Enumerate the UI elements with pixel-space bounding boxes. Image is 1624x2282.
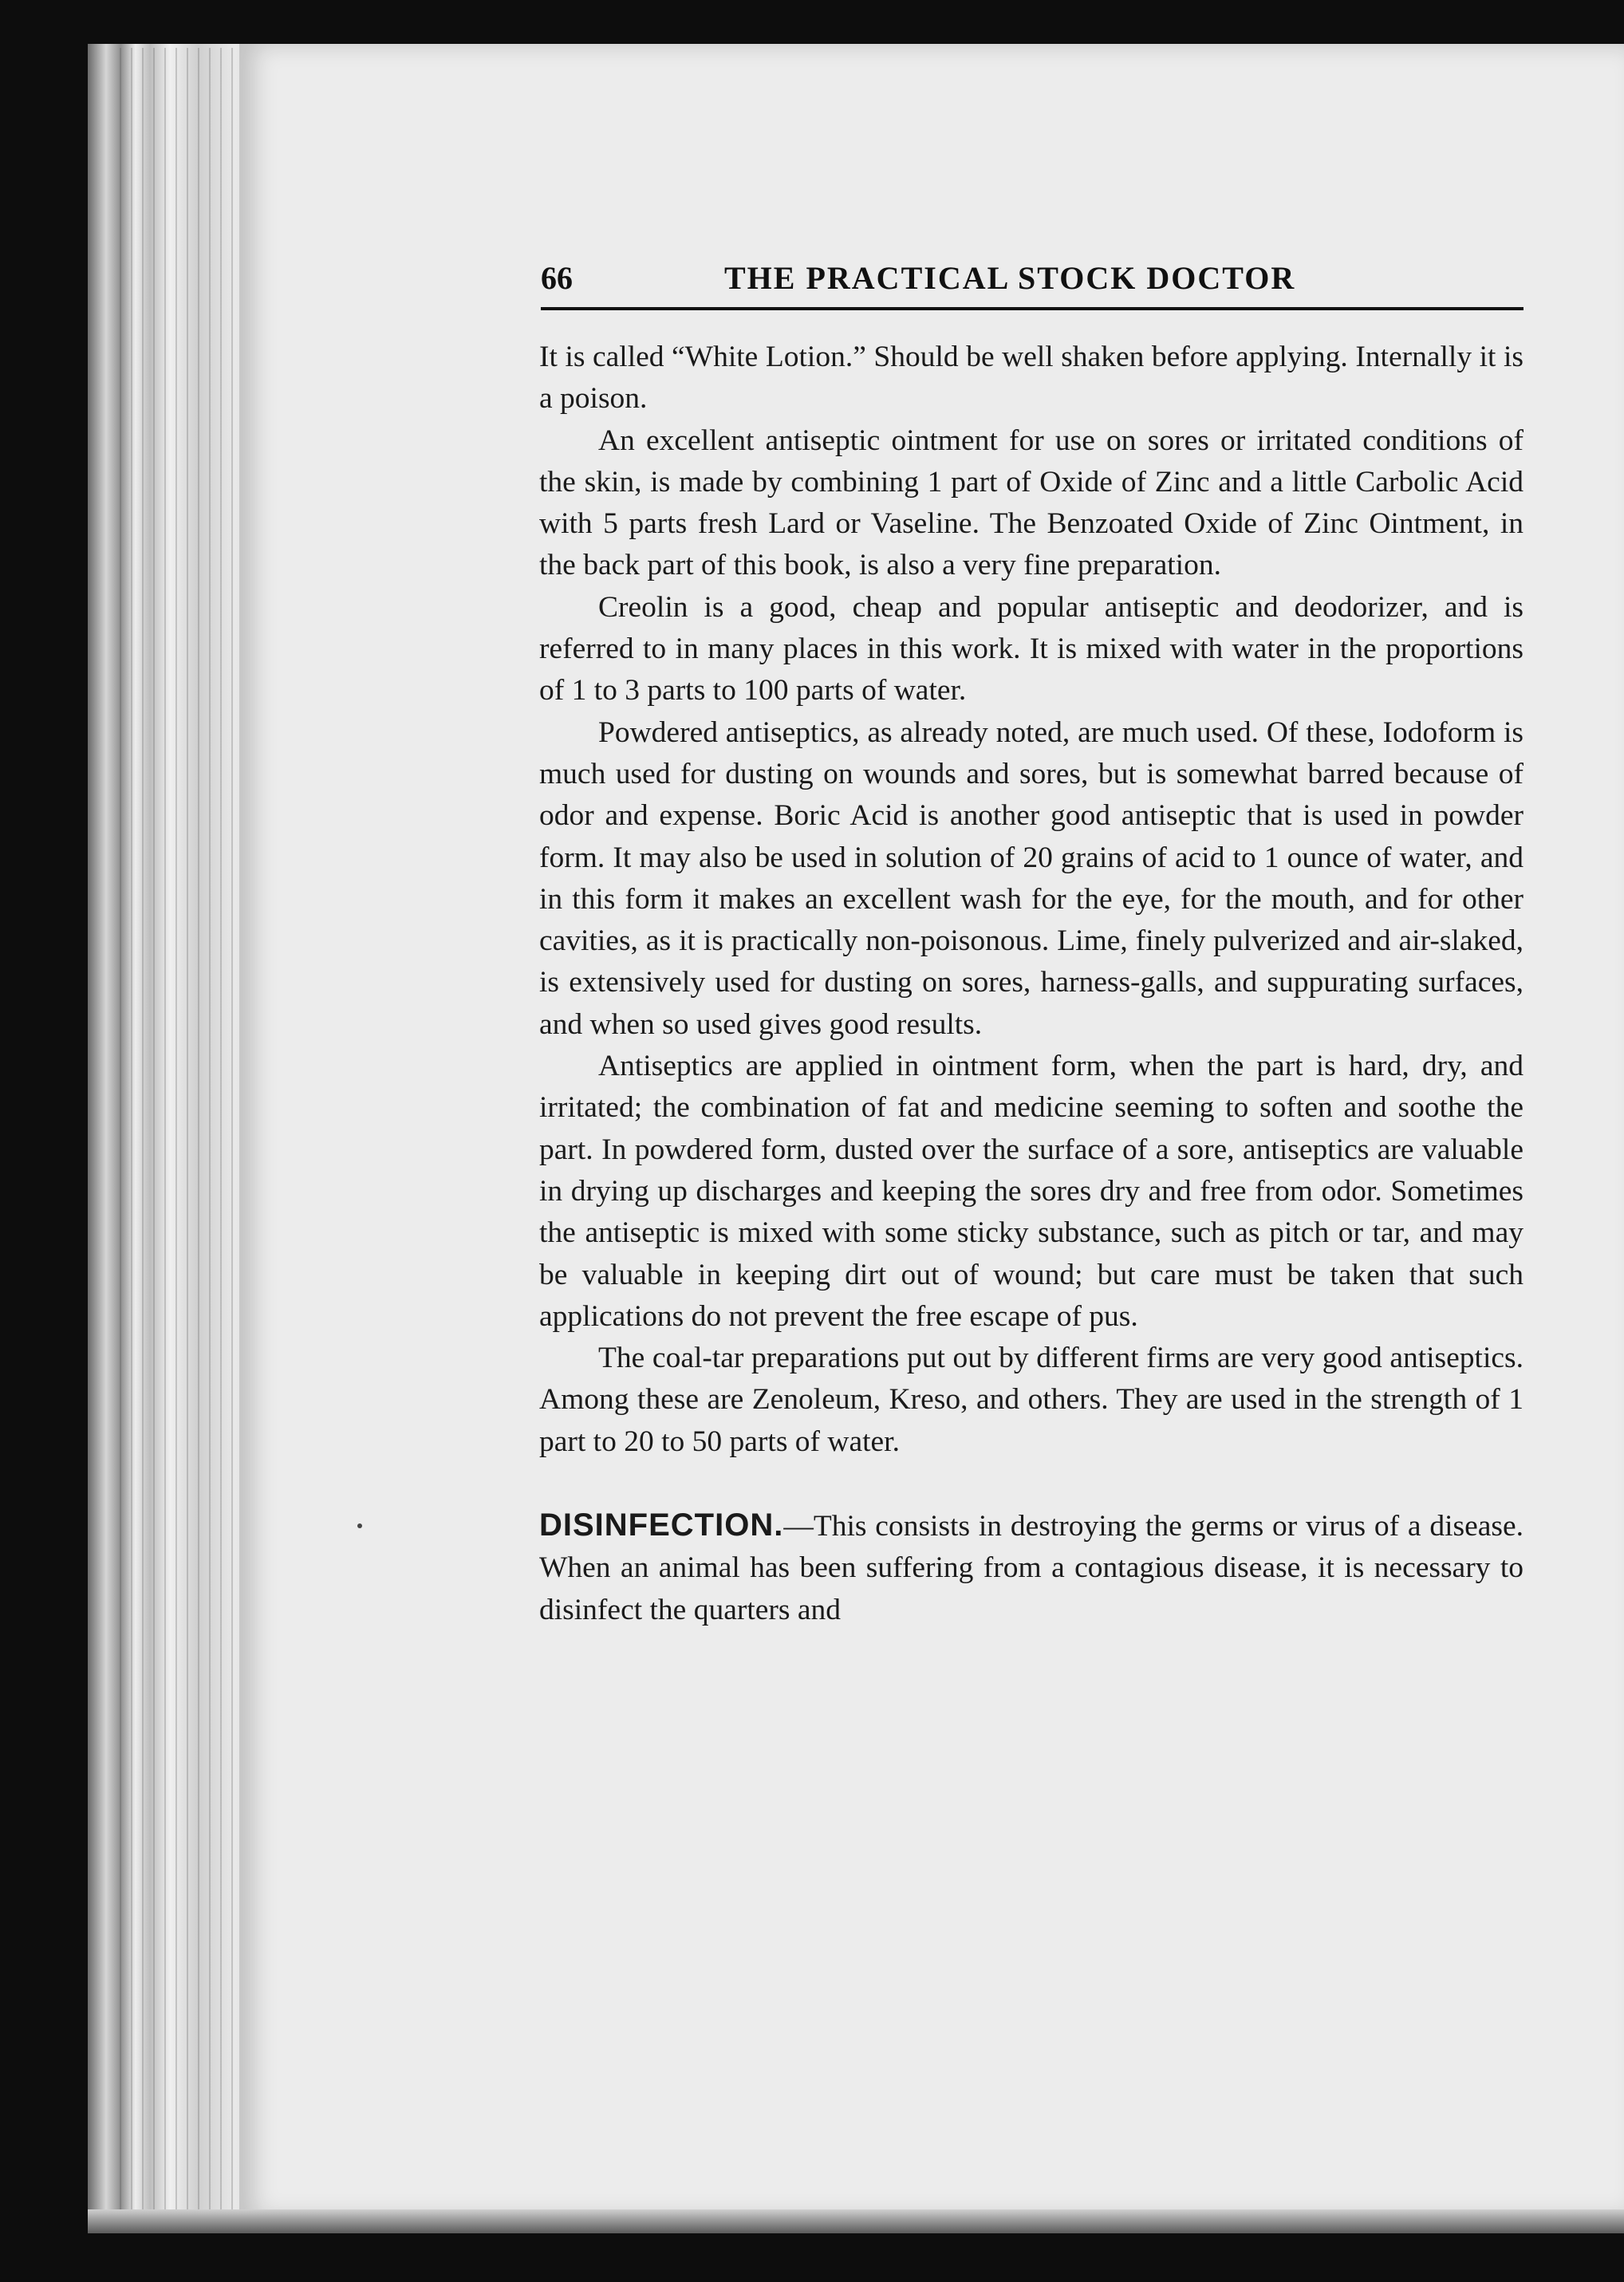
paragraph-zinc-ointment: An excellent antiseptic ointment for use on sores or irritated conditions of the skin, is made by combining 1 part of Oxide of Zinc and a little Carbolic Acid with 5 parts fresh Lard or Vaseline. The Benzoated Oxide of Zinc Ointment, in the back part of this book, is also a very fine preparation. <box>539 424 1523 582</box>
paragraph-white-lotion: It is called “White Lotion.” Should be well shaken before applying. Internally it is a poison. <box>539 341 1523 416</box>
paragraph-ointment-form: Antiseptics are applied in ointment form, when the part is hard, dry, and irritated; the combination of fat and medicine seeming to soften and soothe the part. In powdered form, dusted over the surface of a sore, antiseptics are valuable in drying up discharges and keeping the sores dry and free from odor. Sometimes the antiseptic is mixed with some sticky substance, such as pitch or tar, and may be valuable in keeping dirt out of wound; but care must be taken that such applications do not prevent the free escape of pus. <box>539 1050 1523 1333</box>
paragraph-powdered-antiseptics: Powdered antiseptics, as already noted, are much used. Of these, Iodoform is much used for dusting on wounds and sores, but is somewhat barred because of odor and expense. Boric Acid is another good antiseptic that is used in powder form. It may also be used in solution of 20 grains of acid to 1 ounce of water, and in this form it makes an excellent wash for the eye, for the mouth, and for other cavities, as it is practically non-poisonous. Lime, finely pulverized and air-slaked, is extensively used for dusting on sores, harness-galls, and suppurating surfaces, and when so used gives good results. <box>539 715 1523 1041</box>
running-title: THE PRACTICAL STOCK DOCTOR <box>724 260 1296 296</box>
page-number: 66 <box>541 260 573 296</box>
paragraph-coal-tar: The coal-tar preparations put out by different firms are very good antiseptics. Among these are Zenoleum, Kreso, and others. They are used in the strength of 1 part to 20 to 50 parts of water. <box>539 1342 1523 1458</box>
header-rule <box>541 307 1523 310</box>
section-text: —This consists in destroying the germs or virus of a disease. When an animal has been suffering from a contagious disease, it is necessary to disinfect the quarters and <box>539 1510 1523 1626</box>
running-header <box>541 259 1523 307</box>
body-text <box>539 337 1523 1631</box>
book-bottom-edge <box>88 2209 1624 2233</box>
paragraph-disinfection <box>539 1504 1523 1631</box>
dust-speck <box>357 1523 362 1528</box>
section-heading: DISINFECTION. <box>539 1508 784 1543</box>
paragraph-creolin: Creolin is a good, cheap and popular antiseptic and deodorizer, and is referred to in many places in this work. It is mixed with water in the proportions of 1 to 3 parts to 100 parts of water. <box>539 590 1523 707</box>
